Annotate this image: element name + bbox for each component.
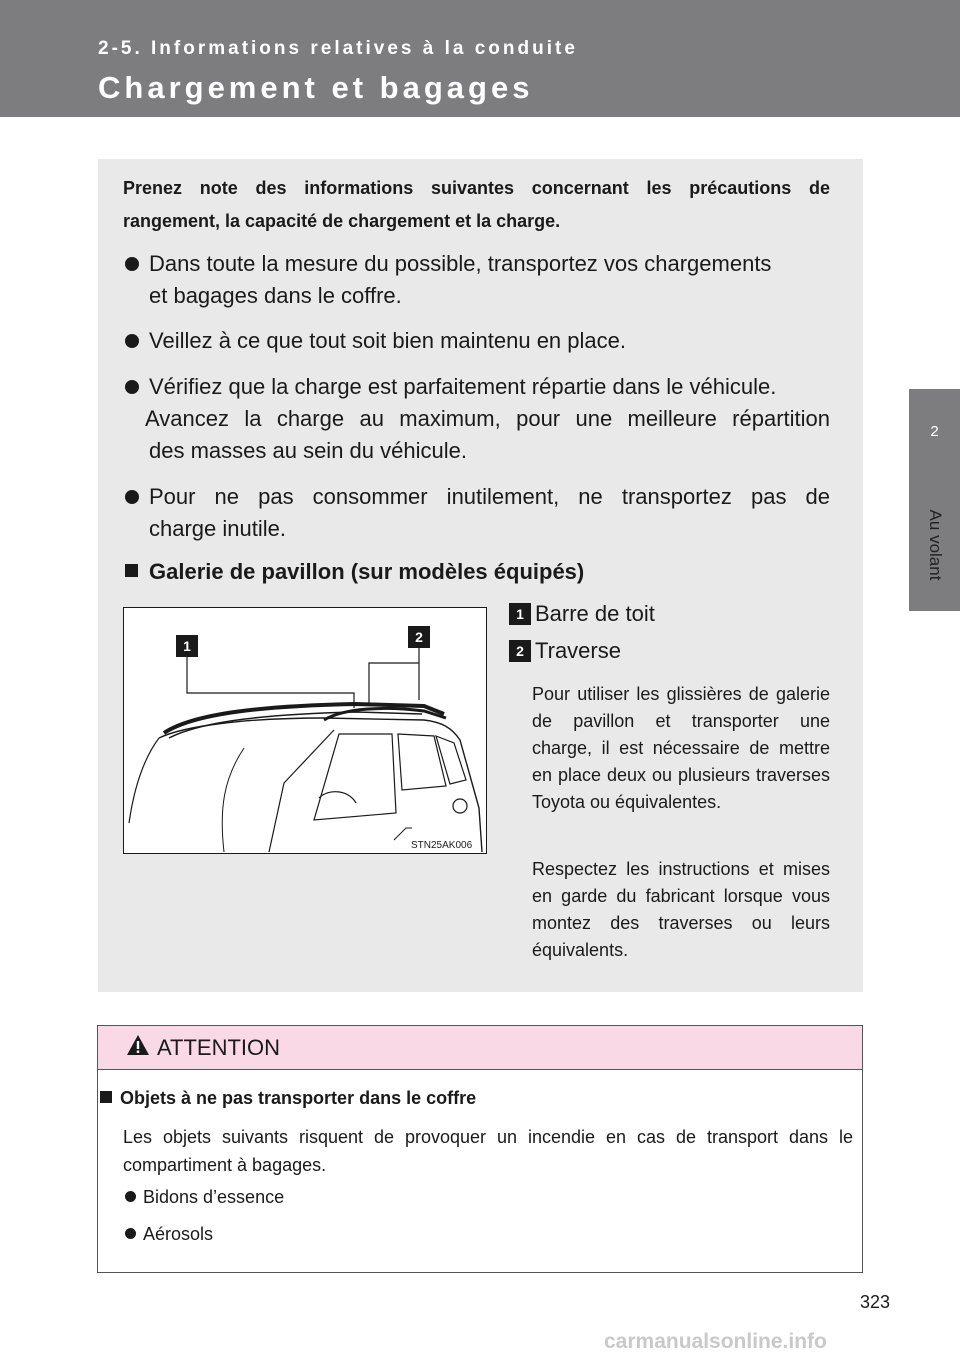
bullet-item [125, 248, 830, 280]
bullet-dot [125, 1228, 136, 1239]
bullet-continuation: et bagages dans le coffre. [149, 283, 402, 308]
watermark: carmanualsonline.info [604, 1330, 827, 1353]
page-number: 323 [859, 1292, 890, 1312]
legend-label-1: Barre de toit [535, 601, 655, 626]
roof-rack-heading-text: Galerie de pavillon (sur modèles équipés) [149, 559, 585, 584]
bullet-dot [125, 490, 139, 504]
bullet-text: Pour ne pas consommer inutilement, ne transportez pas de [149, 484, 830, 509]
page-header [0, 0, 960, 117]
figure-code: STN25AK006 [411, 840, 473, 851]
legend-item-roof-rail [509, 601, 655, 627]
car-roof-drawing [124, 608, 485, 852]
bullet-dot [125, 334, 139, 348]
attention-text: Les objets suivants risquent de provoquer un incendie en cas de transport dans le compartiment à bagages. [123, 1127, 853, 1175]
page-title: Chargement et bagages [98, 70, 534, 105]
legend-label-2: Traverse [535, 638, 621, 663]
bullet-text: Veillez à ce que tout soit bien maintenu en place. [149, 328, 626, 353]
bullet-continuation: Avancez la charge au maximum, pour une meilleure répartition [145, 406, 830, 431]
bullet-item [125, 481, 830, 513]
legend-badge-2: 2 [509, 640, 531, 662]
attention-header [98, 1026, 862, 1070]
bullet-dot [125, 257, 139, 271]
warning-triangle-icon [126, 1034, 150, 1056]
roof-note-2: Respectez les instructions et mises en garde du fabricant lorsque vous montez des traverses ou leurs équivalents. [532, 859, 830, 960]
square-bullet-icon [125, 564, 138, 577]
intro-text: Prenez note des informations suivantes concernant les précautions de rangement, la capacité de chargement et la charge. [123, 178, 830, 231]
roof-rack-heading [125, 559, 584, 585]
bullet-text: Dans toute la mesure du possible, transportez vos chargements [149, 251, 772, 276]
legend-badge-1: 1 [509, 603, 531, 625]
legend-item-crossbar [509, 638, 621, 664]
bullet-continuation: des masses au sein du véhicule. [149, 438, 467, 463]
roof-note-1: Pour utiliser les glissières de galerie de pavillon et transporter une charge, il est nécessaire de mettre en place deux ou plusieurs traverses Toyota ou équivalentes. [532, 684, 830, 812]
attention-title: ATTENTION [157, 1035, 281, 1060]
bullet-text: Vérifiez que la charge est parfaitement répartie dans le véhicule. [149, 374, 777, 399]
chapter-label [912, 500, 958, 590]
bullet-dot [125, 380, 139, 394]
attention-item [125, 1224, 213, 1245]
attention-item-text: Aérosols [143, 1224, 214, 1244]
callout-1-number: 1 [183, 638, 191, 654]
callout-2-number: 2 [415, 629, 423, 645]
section-label: 2-5. Informations relatives à la conduite [98, 38, 578, 59]
attention-subheading [100, 1088, 476, 1109]
roof-rack-illustration [123, 607, 487, 854]
bullet-dot [125, 1191, 136, 1202]
bullet-item [125, 371, 830, 403]
chapter-number: 2 [930, 423, 939, 440]
bullet-continuation: charge inutile. [149, 516, 286, 541]
square-bullet-icon [100, 1091, 112, 1103]
chapter-label-text: Au volant [926, 509, 945, 581]
attention-item-text: Bidons d’essence [143, 1187, 285, 1207]
attention-item [125, 1187, 284, 1208]
attention-subheading-text: Objets à ne pas transporter dans le coffre [120, 1088, 477, 1108]
bullet-item [125, 325, 830, 357]
